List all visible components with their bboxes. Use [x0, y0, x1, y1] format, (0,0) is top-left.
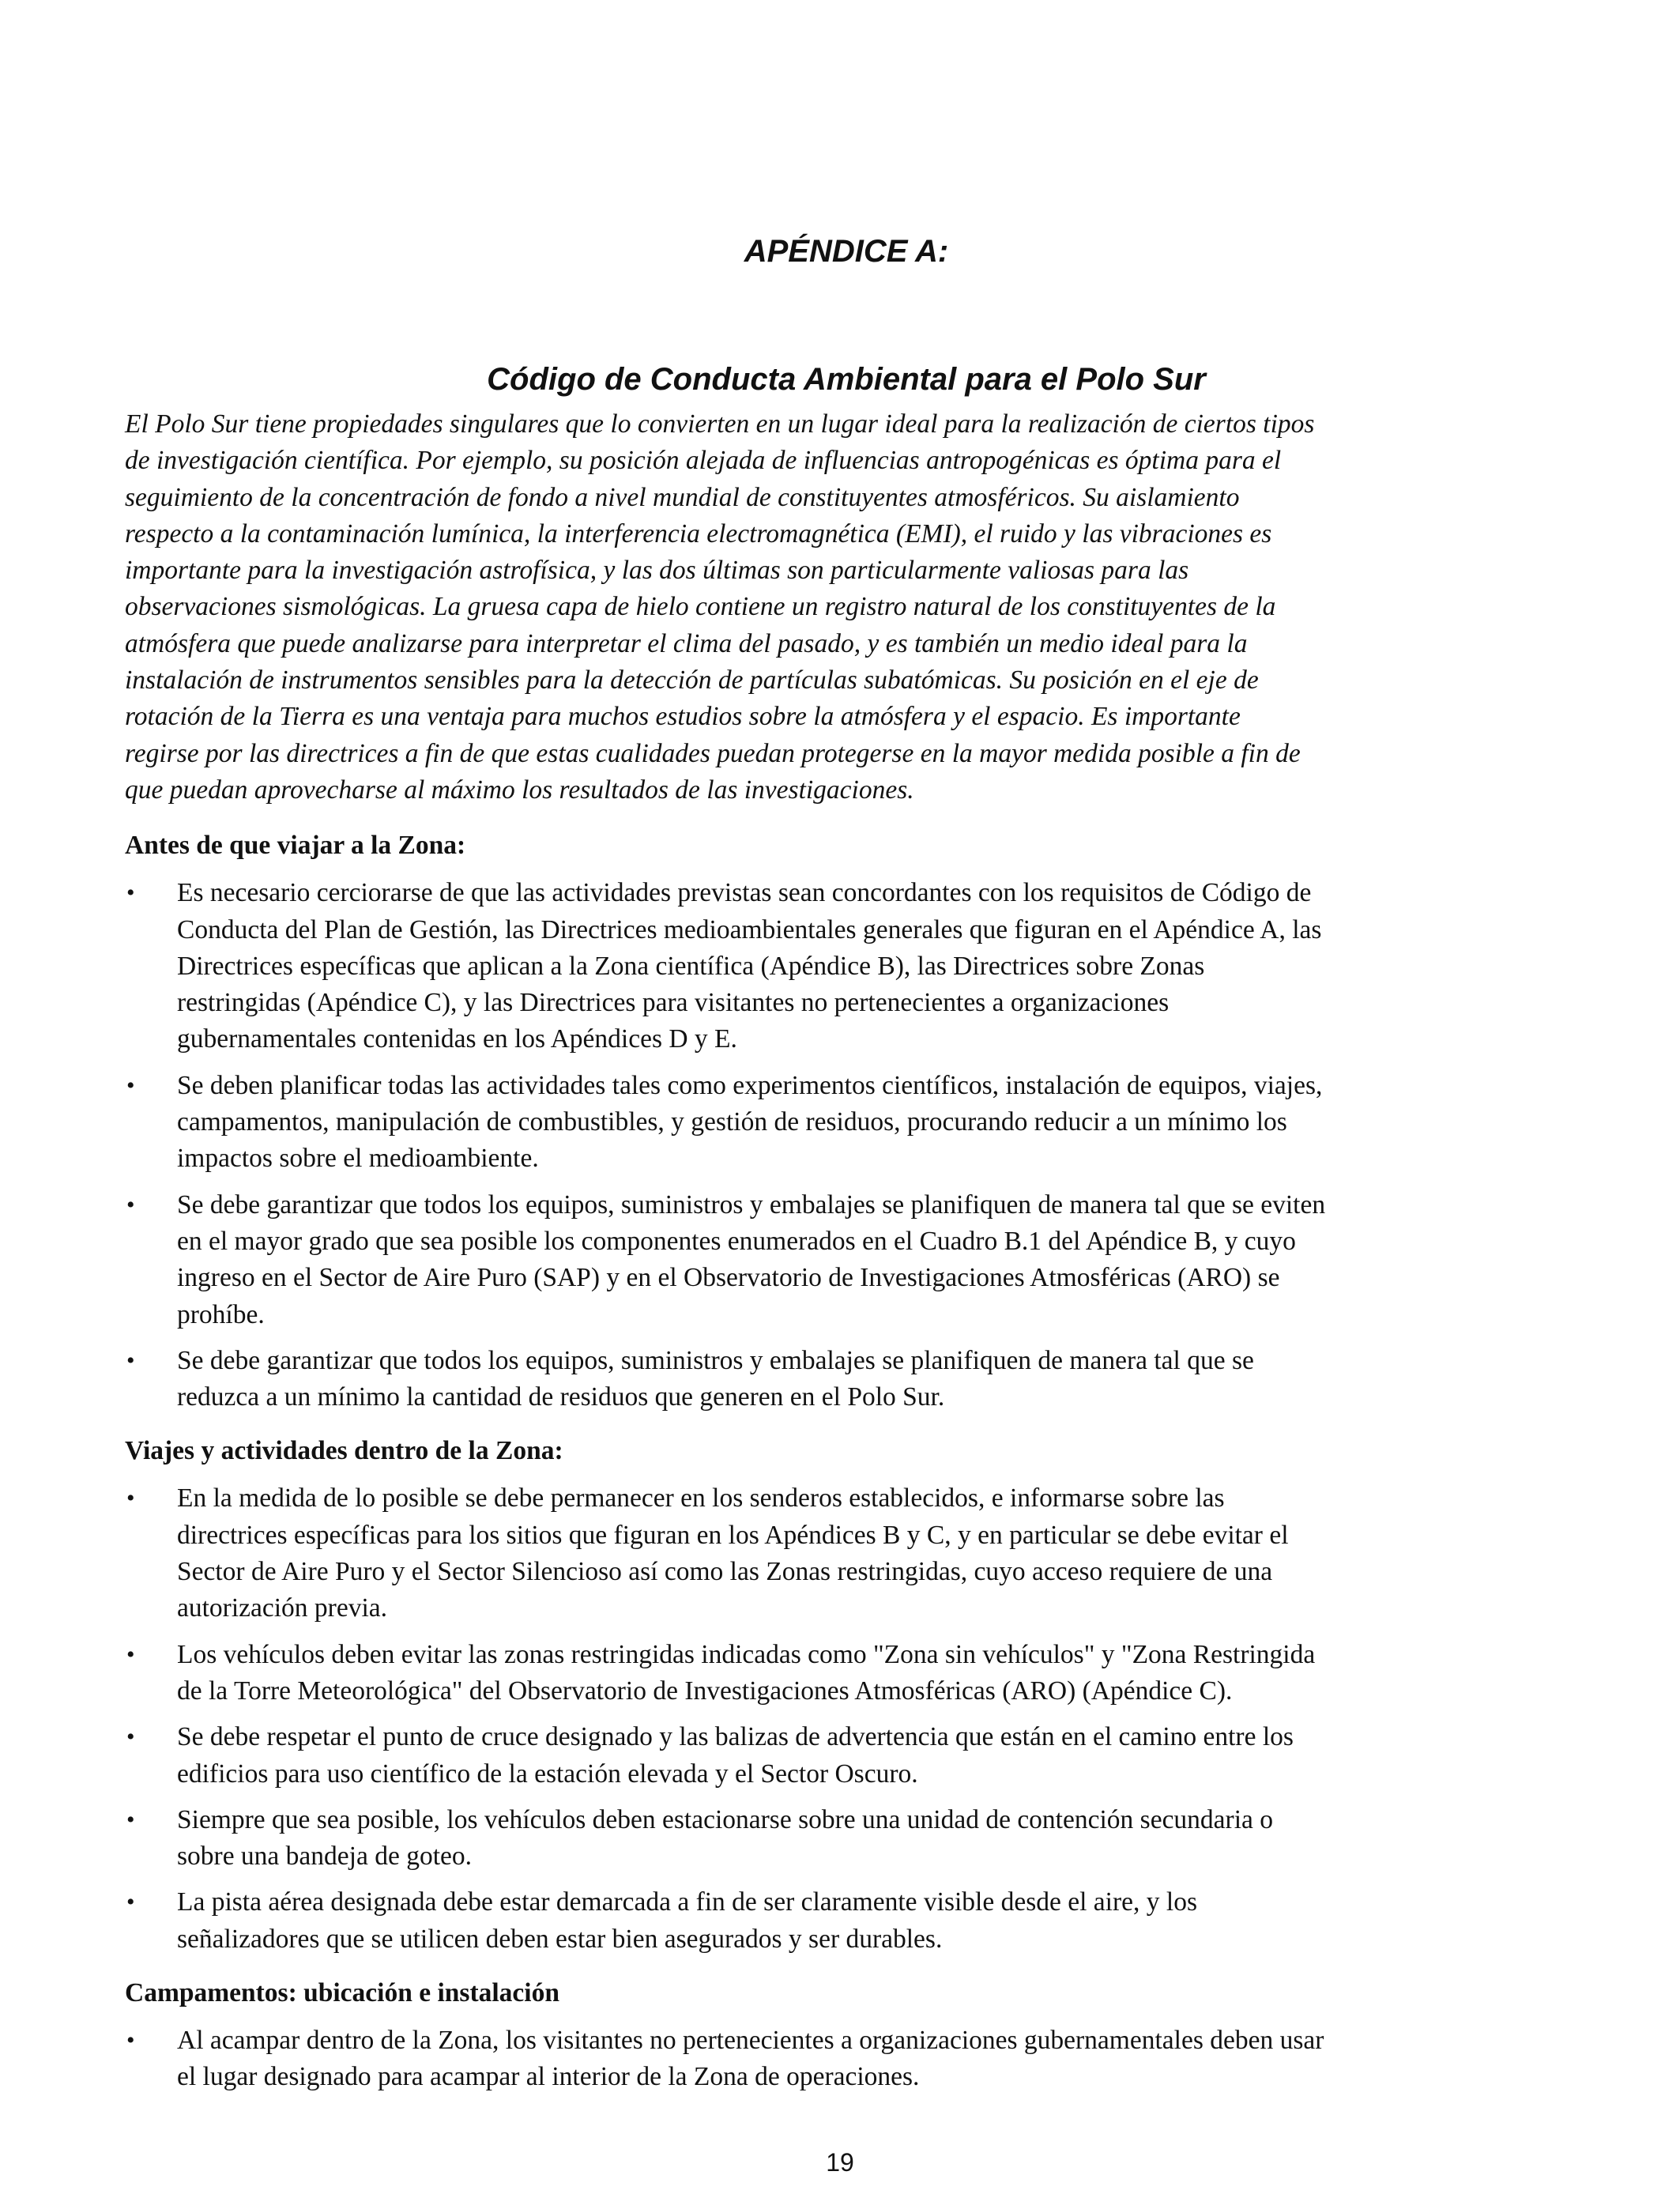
- list-item-line: Se debe respetar el punto de cruce designado y las balizas de advertencia que están en el camino entre los: [177, 1722, 1294, 1752]
- code-title: Código de Conducta Ambiental para el Polo Sur: [487, 362, 1206, 397]
- list-item-line: en el mayor grado que sea posible los componentes enumerados en el Cuadro B.1 del Apéndice B, y cuyo: [177, 1226, 1296, 1256]
- bullet-icon: •: [126, 2026, 135, 2053]
- list-item-line: reduzca a un mínimo la cantidad de residuos que generen en el Polo Sur.: [177, 1382, 945, 1412]
- list-item-line: el lugar designado para acampar al interior de la Zona de operaciones.: [177, 2062, 920, 2092]
- list-item-line: Se debe garantizar que todos los equipos, suministros y embalajes se planifiquen de manera tal que se eviten: [177, 1189, 1326, 1220]
- intro-line: observaciones sismológicas. La gruesa capa de hielo contiene un registro natural de los constituyentes de la: [125, 592, 1276, 622]
- appendix-title: APÉNDICE A:: [744, 234, 949, 269]
- list-item-line: gubernamentales contenidas en los Apéndices D y E.: [177, 1024, 737, 1054]
- intro-line: El Polo Sur tiene propiedades singulares que lo convierten en un lugar ideal para la realización de ciertos tipos: [125, 409, 1315, 439]
- intro-paragraph: [125, 406, 1568, 809]
- list-item-line: ingreso en el Sector de Aire Puro (SAP) y en el Observatorio de Investigaciones Atmosféricas (ARO) se: [177, 1263, 1280, 1293]
- list-item-line: Siempre que sea posible, los vehículos deben estacionarse sobre una unidad de contención secundaria o: [177, 1804, 1274, 1834]
- list-item: [125, 1884, 1568, 1958]
- bullet-icon: •: [126, 1889, 135, 1916]
- list-item: [125, 1719, 1568, 1793]
- intro-line: atmósfera que puede analizarse para interpretar el clima del pasado, y es también un medio ideal para la: [125, 628, 1248, 658]
- document-page: [125, 229, 1568, 2113]
- list-item-line: señalizadores que se utilicen deben estar bien asegurados y ser durables.: [177, 1924, 943, 1954]
- list-item-line: campamentos, manipulación de combustibles, y gestión de residuos, procurando reducir a un mínimo los: [177, 1107, 1287, 1137]
- list-item: [125, 1068, 1568, 1178]
- list-item-line: Es necesario cerciorarse de que las actividades previstas sean concordantes con los requisitos de Código de: [177, 878, 1312, 908]
- intro-line: instalación de instrumentos sensibles para la detección de partículas subatómicas. Su posición en el eje de: [125, 665, 1259, 696]
- intro-line: seguimiento de la concentración de fondo a nivel mundial de constituyentes atmosféricos. Su aislamiento: [125, 482, 1240, 512]
- intro-line: importante para la investigación astrofísica, y las dos últimas son particularmente valiosas para las: [125, 556, 1189, 586]
- section-heading-travel-activities: Viajes y actividades dentro de la Zona:: [125, 1436, 563, 1466]
- bullet-icon: •: [126, 1191, 135, 1218]
- list-item-line: impactos sobre el medioambiente.: [177, 1144, 539, 1174]
- bullet-list-before-travel: [125, 875, 1568, 1416]
- list-item-line: Se debe garantizar que todos los equipos, suministros y embalajes se planifiquen de manera tal que se: [177, 1345, 1254, 1375]
- list-item-line: Directrices específicas que aplican a la Zona científica (Apéndice B), las Directrices sobre Zonas: [177, 951, 1205, 981]
- section-heading-camping: Campamentos: ubicación e instalación: [125, 1977, 559, 2007]
- list-item: [125, 1802, 1568, 1875]
- list-item-line: La pista aérea designada debe estar demarcada a fin de ser claramente visible desde el aire, y los: [177, 1887, 1197, 1917]
- bullet-icon: •: [126, 1641, 135, 1668]
- list-item-line: prohíbe.: [177, 1299, 265, 1329]
- intro-line: rotación de la Tierra es una ventaja para muchos estudios sobre la atmósfera y el espacio. Es importante: [125, 702, 1241, 732]
- list-item-line: restringidas (Apéndice C), y las Directrices para visitantes no pertenecientes a organizaciones: [177, 988, 1170, 1018]
- bullet-list-camping: [125, 2022, 1568, 2096]
- intro-line: regirse por las directrices a fin de que estas cualidades puedan protegerse en la mayor medida posible a fin de: [125, 738, 1301, 768]
- bullet-list-travel-activities: [125, 1480, 1568, 1958]
- intro-line: que puedan aprovecharse al máximo los resultados de las investigaciones.: [125, 775, 914, 805]
- list-item-line: directrices específicas para los sitios que figuran en los Apéndices B y C, y en particular se debe evitar el: [177, 1520, 1289, 1550]
- list-item-line: edificios para uso científico de la estación elevada y el Sector Oscuro.: [177, 1759, 918, 1789]
- bullet-icon: •: [126, 1485, 135, 1512]
- list-item-line: de la Torre Meteorológica" del Observatorio de Investigaciones Atmosféricas (ARO) (Apéndice C).: [177, 1676, 1233, 1706]
- list-item-line: Al acampar dentro de la Zona, los visitantes no pertenecientes a organizaciones gubernamentales deben usar: [177, 2025, 1324, 2055]
- bullet-icon: •: [126, 1347, 135, 1374]
- list-item: [125, 1637, 1568, 1710]
- list-item-line: sobre una bandeja de goteo.: [177, 1842, 473, 1872]
- list-item-line: Sector de Aire Puro y el Sector Silencioso así como las Zonas restringidas, cuyo acceso requiere de una: [177, 1557, 1273, 1587]
- bullet-icon: •: [126, 880, 135, 907]
- bullet-icon: •: [126, 1724, 135, 1751]
- list-item-line: Los vehículos deben evitar las zonas restringidas indicadas como "Zona sin vehículos" y "Zona Restringida: [177, 1639, 1316, 1669]
- list-item-line: autorización previa.: [177, 1593, 388, 1623]
- page-number: 19: [826, 2148, 854, 2177]
- list-item-line: En la medida de lo posible se debe permanecer en los senderos establecidos, e informarse sobre las: [177, 1483, 1225, 1514]
- bullet-icon: •: [126, 1072, 135, 1099]
- list-item: [125, 1480, 1568, 1627]
- list-item: [125, 1187, 1568, 1333]
- list-item: [125, 1343, 1568, 1416]
- list-item-line: Conducta del Plan de Gestión, las Directrices medioambientales generales que figuran en el Apéndice A, las: [177, 914, 1322, 944]
- list-item: [125, 2022, 1568, 2096]
- intro-line: de investigación científica. Por ejemplo, su posición alejada de influencias antropogénicas es óptima para el: [125, 446, 1282, 476]
- list-item: [125, 875, 1568, 1057]
- bullet-icon: •: [126, 1806, 135, 1833]
- intro-line: respecto a la contaminación lumínica, la interferencia electromagnética (EMI), el ruido y las vibraciones es: [125, 518, 1272, 548]
- section-heading-before-travel: Antes de que viajar a la Zona:: [125, 831, 466, 861]
- list-item-line: Se deben planificar todas las actividades tales como experimentos científicos, instalación de equipos, viajes,: [177, 1070, 1323, 1100]
